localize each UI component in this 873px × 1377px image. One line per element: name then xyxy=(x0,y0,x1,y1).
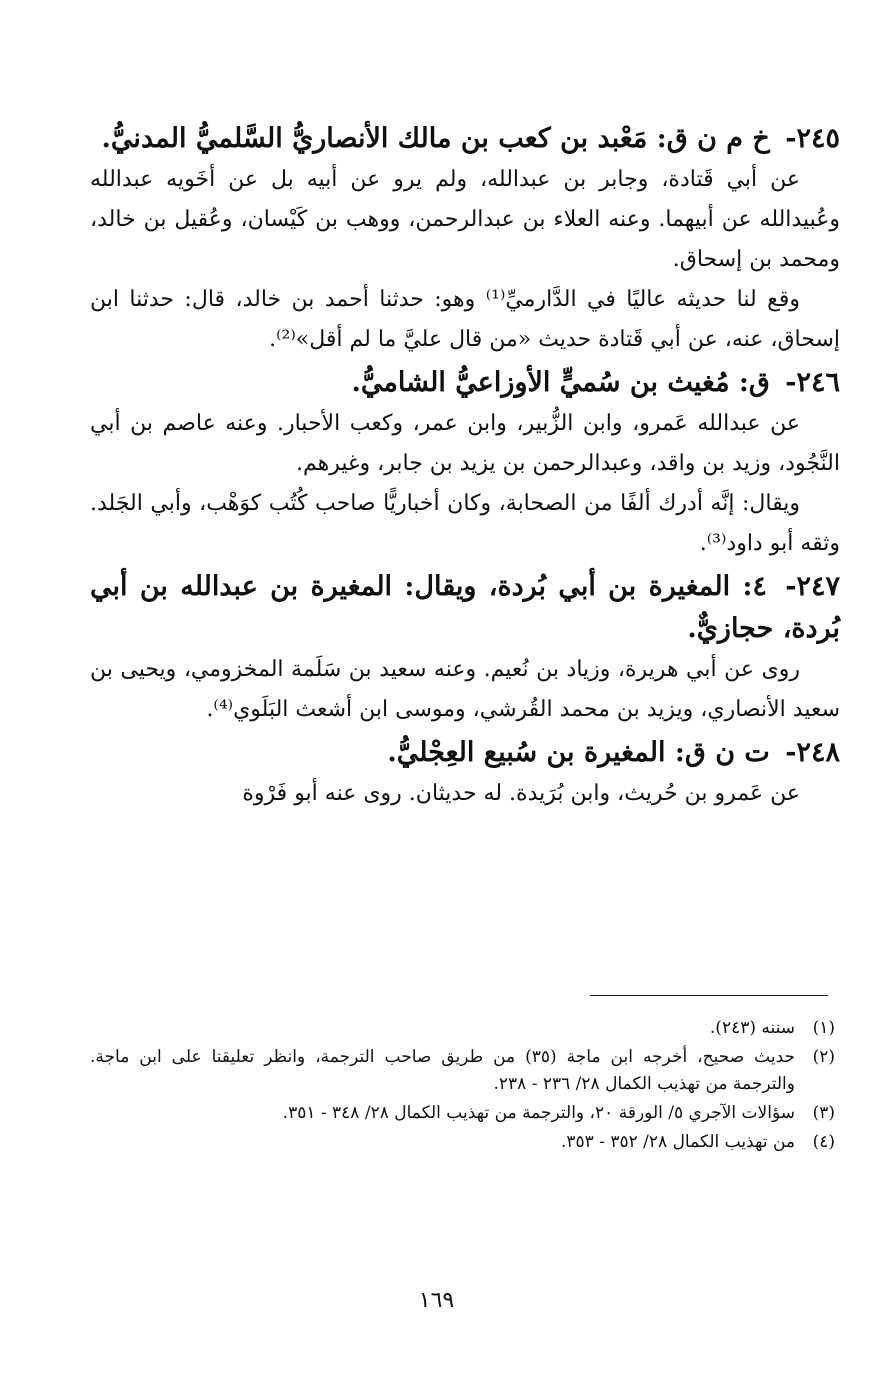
footnote-mark: (٤) xyxy=(812,1132,835,1152)
footnote-3 xyxy=(90,1100,835,1127)
entry-title: ت ن ق: المغيرة بن سُبيع العِجْليُّ. xyxy=(387,737,770,768)
footnote-mark: (٣) xyxy=(812,1103,835,1123)
entry-paragraph: ويقال: إنَّه أدرك ألفًا من الصحابة، وكان أخباريًّا صاحب كُتُب كوَهْب، وأبي الجَلد. وثقه أبو داود⁽³⁾. xyxy=(90,491,840,556)
entry-number: ٢٤٥- xyxy=(785,123,840,154)
footnote-text: حديث صحيح، أخرجه ابن ماجة (٣٥) من طريق صاحب الترجمة، وانظر تعليقنا على ابن ماجة. والترجمة من تهذيب الكمال ٢٨/ ٢٣٦ - ٢٣٨. xyxy=(90,1047,796,1094)
entry-number: ٢٤٨- xyxy=(785,737,840,768)
entry-title: ق: مُغيث بن سُميٍّ الأوزاعيُّ الشاميُّ. xyxy=(351,367,770,398)
entry-paragraph: عن أبي قَتادة، وجابر بن عبدالله، ولم يرو عن أبيه بل عن أخَويه عبدالله وعُبيدالله عن أبيهما. وعنه العلاء بن عبدالرحمن، ووهب بن كَيْسان، وعُقيل بن خالد، ومحمد بن إسحاق. xyxy=(90,167,840,272)
biography-entry-248 xyxy=(90,732,840,814)
entry-paragraph: روى عن أبي هريرة، وزياد بن نُعيم. وعنه سعيد بن سَلَمة المخزومي، ويحيى بن سعيد الأنصاري، ويزيد بن محمد القُرشي، وموسى ابن أشعث البَلَوي⁽⁴⁾. xyxy=(90,657,840,722)
footnote-divider xyxy=(590,995,828,996)
page-number: ١٦٩ xyxy=(418,1288,455,1313)
footnote-mark: (١) xyxy=(812,1018,835,1038)
footnote-text: من تهذيب الكمال ٢٨/ ٣٥٢ - ٣٥٣. xyxy=(560,1132,795,1152)
entry-number: ٢٤٧- xyxy=(785,571,840,602)
entry-paragraph: وقع لنا حديثه عاليًا في الدَّارميِّ⁽¹⁾ وهو: حدثنا أحمد بن خالد، قال: حدثنا ابن إسحاق، عنه، عن أبي قَتادة حديث «من قال عليَّ ما لم أقل»⁽²⁾. xyxy=(90,287,840,352)
biography-entry-247 xyxy=(90,566,840,730)
footnotes xyxy=(90,1015,835,1158)
footnote-4 xyxy=(90,1129,835,1156)
footnote-mark: (٢) xyxy=(812,1047,835,1067)
page-body xyxy=(90,118,840,816)
footnote-2 xyxy=(90,1044,835,1098)
footnote-1 xyxy=(90,1015,835,1042)
footnote-text: سؤالات الآجري ٥/ الورقة ٢٠، والترجمة من تهذيب الكمال ٢٨/ ٣٤٨ - ٣٥١. xyxy=(282,1103,795,1123)
biography-entry-245 xyxy=(90,118,840,360)
entry-heading xyxy=(90,732,840,774)
biography-entry-246 xyxy=(90,362,840,564)
entry-paragraph: عن عبدالله عَمرو، وابن الزُّبير، وابن عمر، وكعب الأحبار. وعنه عاصم بن أبي النَّجُود، وزيد بن واقد، وعبدالرحمن بن يزيد بن جابر، وغيرهم. xyxy=(90,411,840,476)
entry-heading xyxy=(90,118,840,160)
entry-title: خ م ن ق: مَعْبد بن كعب بن مالك الأنصاريُّ السَّلميُّ المدنيُّ. xyxy=(101,123,770,154)
entry-heading xyxy=(90,566,840,650)
entry-heading xyxy=(90,362,840,404)
entry-paragraph: عن عَمرو بن حُريث، وابن بُرَيدة. له حديثان. روى عنه أبو فَرْوة xyxy=(242,781,800,806)
entry-title: ٤: المغيرة بن أبي بُردة، ويقال: المغيرة بن عبدالله بن أبي بُردة، حجازيٌّ. xyxy=(90,571,840,644)
footnote-text: سننه (٢٤٣). xyxy=(709,1018,795,1038)
entry-number: ٢٤٦- xyxy=(785,367,840,398)
